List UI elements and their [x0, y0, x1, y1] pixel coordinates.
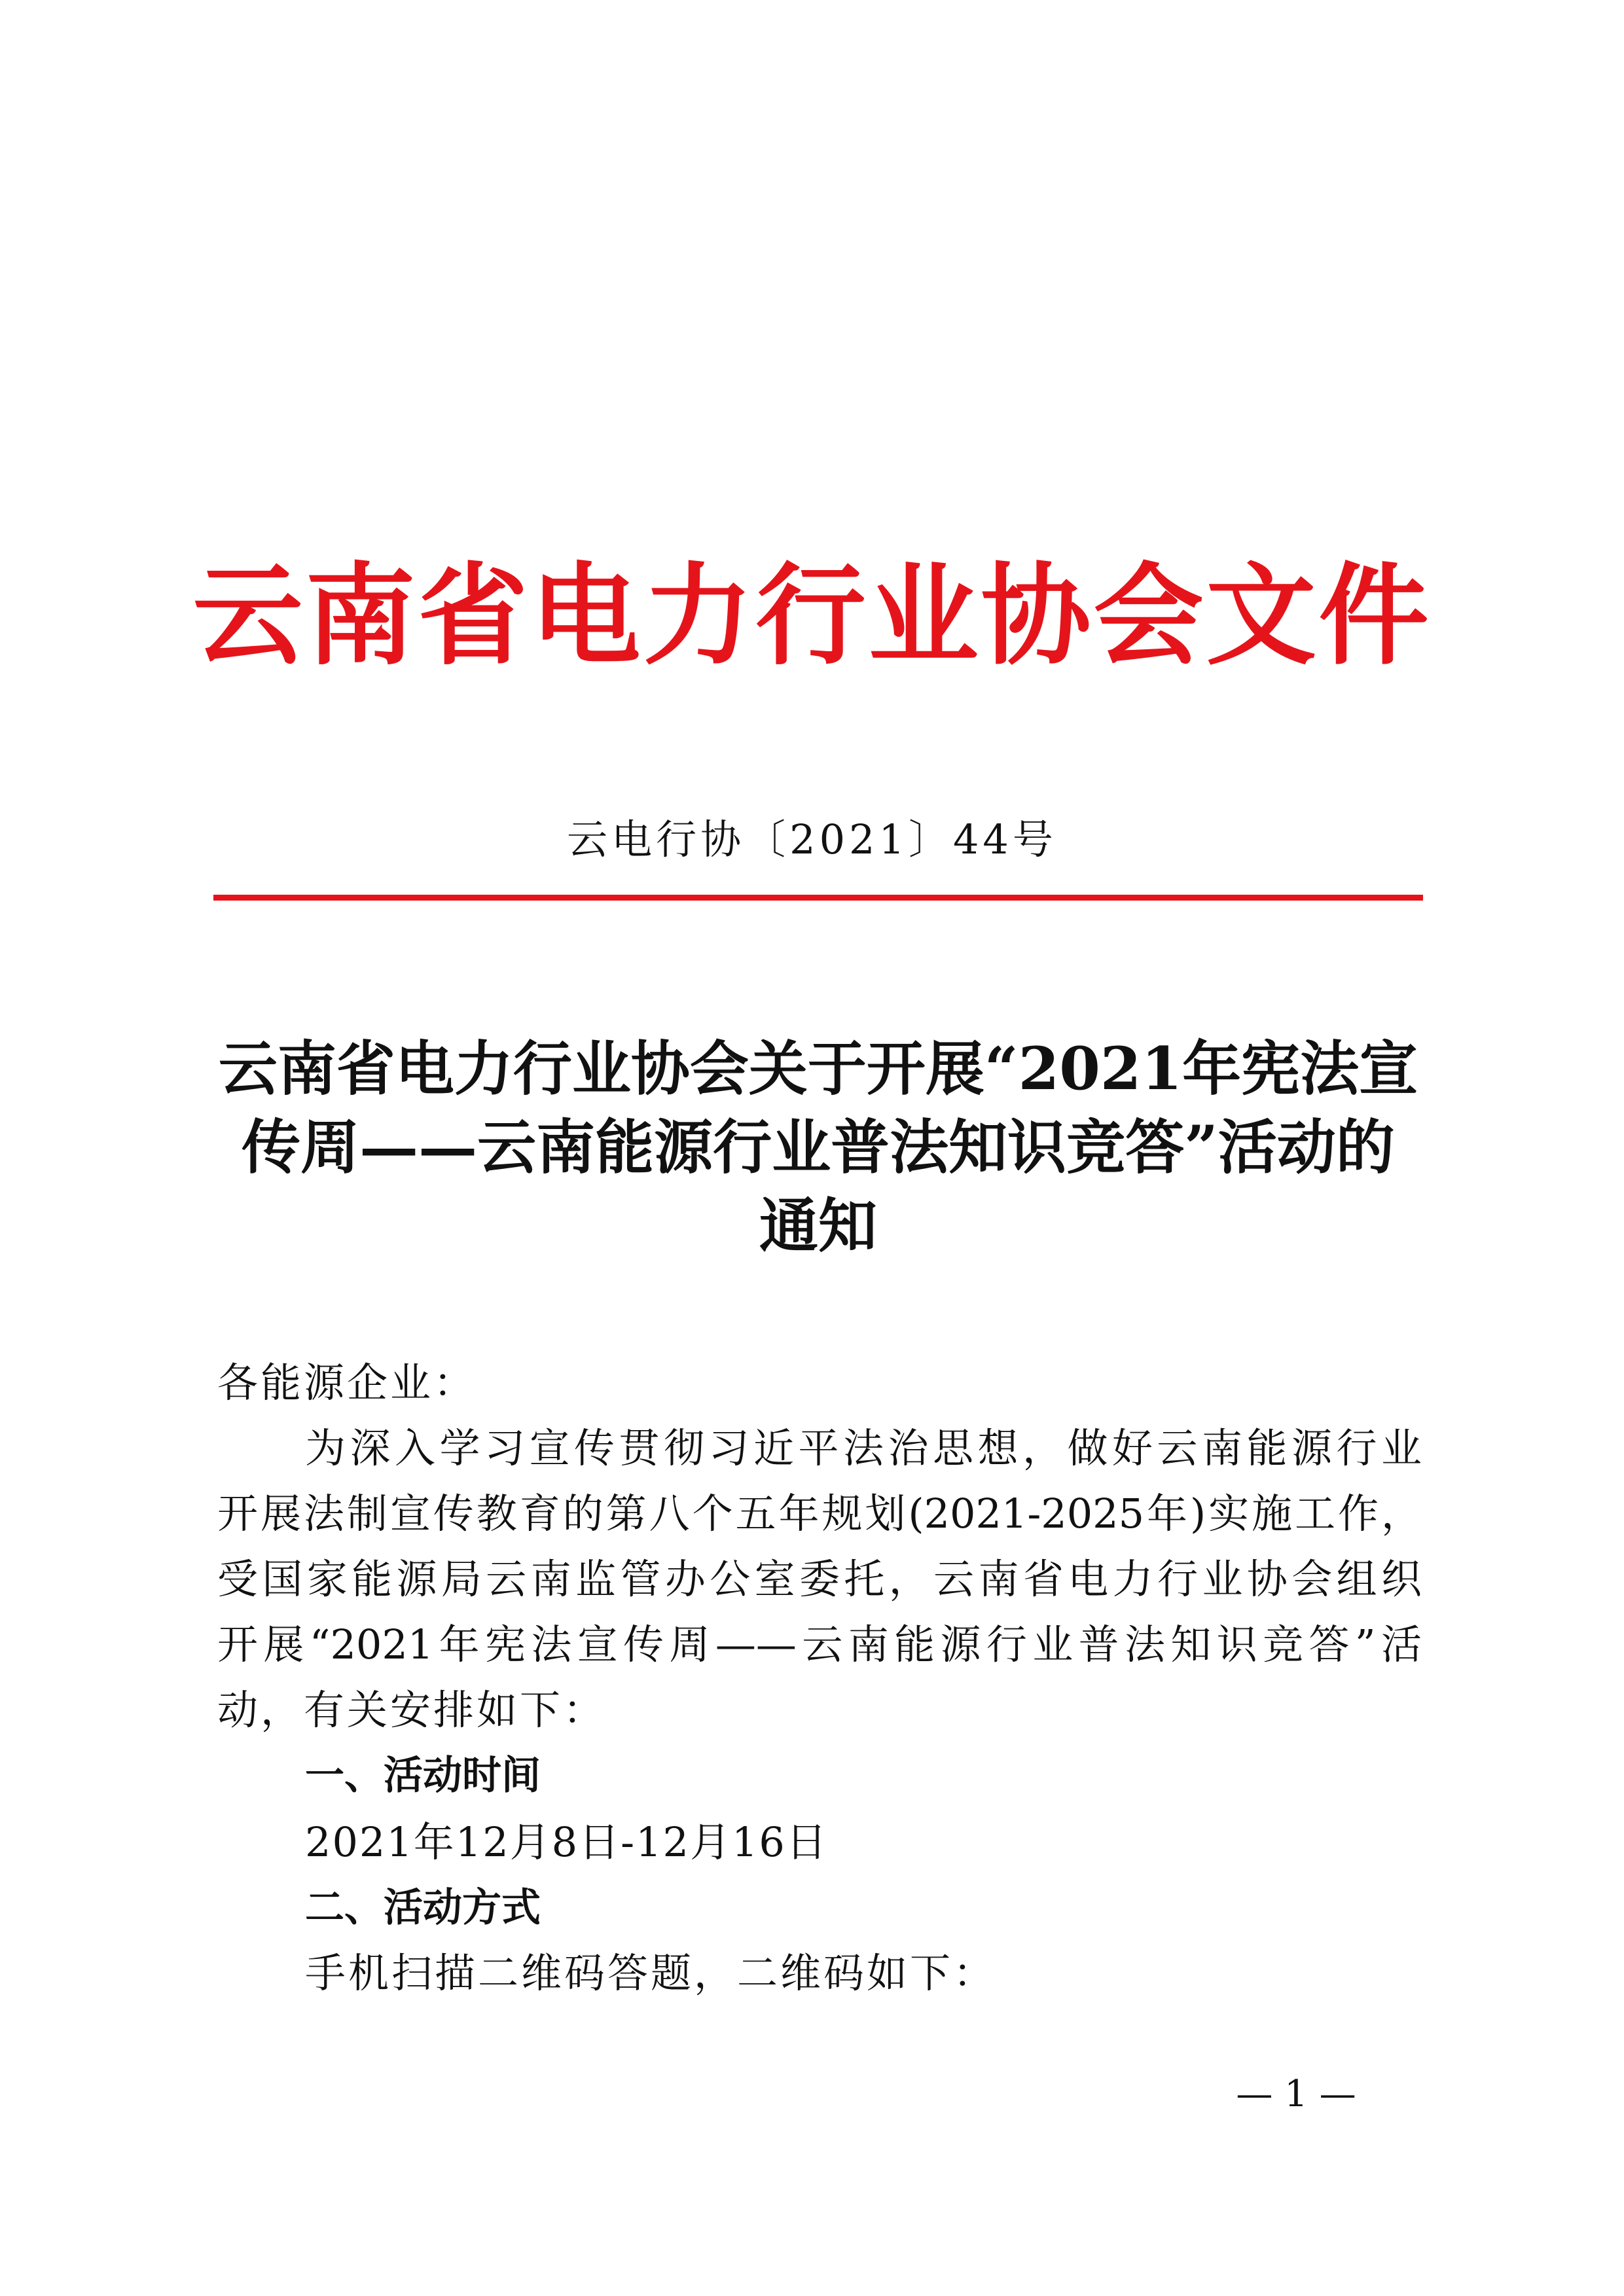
notice-title-line-3: 通知	[759, 1191, 877, 1261]
notice-title	[216, 1030, 1420, 1265]
notice-title-line-2: 传周——云南能源行业普法知识竞答”活动的	[242, 1113, 1395, 1182]
paragraph-line-3: 受国家能源局云南监管办公室委托，云南省电力行业协会组织	[217, 1555, 1422, 1603]
activity-time-detail: 2021年12月8日-12月16日	[305, 1818, 828, 1866]
section-heading-activity-time: 一、活动时间	[305, 1753, 541, 1799]
letterhead-title: 云南省电力行业协会文件	[192, 550, 1432, 680]
addressee: 各能源企业：	[217, 1359, 477, 1407]
paragraph-line-4: 开展“2021年宪法宣传周——云南能源行业普法知识竞答”活	[217, 1621, 1422, 1668]
paragraph-line-1: 为深入学习宣传贯彻习近平法治思想，做好云南能源行业	[305, 1424, 1422, 1472]
page-number: — 1 —	[1236, 2073, 1356, 2115]
section-heading-activity-method: 二、活动方式	[305, 1885, 541, 1931]
notice-title-line-1: 云南省电力行业协会关于开展“2021年宪法宣	[218, 1034, 1418, 1103]
activity-method-detail: 手机扫描二维码答题，二维码如下：	[305, 1949, 997, 1997]
intro-paragraph	[217, 1416, 1422, 1743]
red-divider-rule	[213, 895, 1423, 901]
paragraph-line-2: 开展法制宣传教育的第八个五年规划(2021-2025年)实施工作，	[217, 1490, 1422, 1537]
paragraph-line-5: 动，有关安排如下：	[217, 1686, 607, 1734]
document-number: 云电行协〔2021〕44号	[567, 816, 1057, 863]
